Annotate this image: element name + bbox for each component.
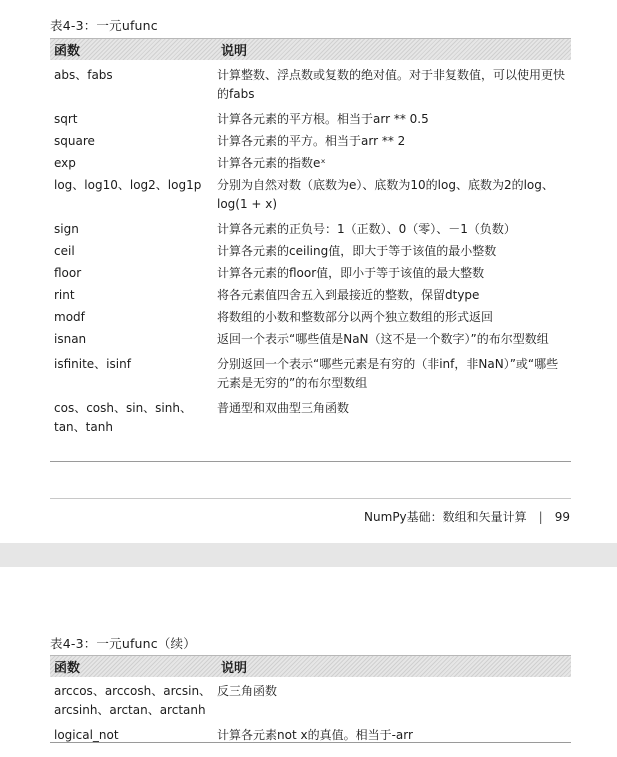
- function-description: 计算整数、浮点数或复数的绝对值。对于非复数值，可以使用更快的fabs: [217, 68, 566, 101]
- function-name: modf: [54, 310, 85, 324]
- ufunc-table: [50, 38, 571, 440]
- table-row: [50, 330, 571, 349]
- page-footer: [364, 508, 570, 525]
- footer-chapter-title: NumPy基础：数组和矢量计算: [364, 510, 527, 524]
- page-gap: [0, 543, 617, 567]
- header-description: 说明: [221, 661, 248, 676]
- function-name: floor: [54, 266, 82, 280]
- function-description: 计算各元素的平方。相当于arr ** 2: [217, 134, 406, 148]
- function-name: logical_not: [54, 728, 119, 742]
- table-row: [50, 264, 571, 283]
- table-row: [50, 154, 571, 173]
- function-description: 普通型和双曲型三角函数: [217, 401, 350, 415]
- function-name: log、log10、log2、log1p: [54, 178, 202, 192]
- table-row: [50, 242, 571, 261]
- function-description: 分别为自然对数（底数为e）、底数为10的log、底数为2的log、log(1 + x): [217, 178, 554, 211]
- table-row: [50, 682, 571, 720]
- function-description: 将数组的小数和整数部分以两个独立数组的形式返回: [217, 310, 494, 324]
- table-row: [50, 308, 571, 327]
- function-name: abs、fabs: [54, 68, 113, 82]
- function-description: 计算各元素的正负号：1（正数）、0（零）、－1（负数）: [217, 222, 516, 236]
- function-description: 计算各元素的平方根。相当于arr ** 0.5: [217, 112, 429, 126]
- function-name: arccos、arccosh、arcsin、arcsinh、arctan、arctanh: [54, 684, 212, 717]
- function-name: cos、cosh、sin、sinh、tan、tanh: [54, 401, 192, 434]
- function-name: rint: [54, 288, 75, 302]
- function-description: 计算各元素的ceiling值，即大于等于该值的最小整数: [217, 244, 497, 258]
- header-function: 函数: [54, 44, 81, 59]
- table-row: [50, 66, 571, 104]
- function-name: sign: [54, 222, 79, 236]
- table-row: [50, 176, 571, 214]
- function-description: 返回一个表示“哪些值是NaN（这不是一个数字）”的布尔型数组: [217, 332, 549, 346]
- function-description: 计算各元素not x的真值。相当于-arr: [217, 728, 413, 742]
- table-row: [50, 132, 571, 151]
- header-description: 说明: [221, 44, 248, 59]
- table-bottom-rule: [50, 461, 571, 462]
- footer-rule: [50, 498, 571, 499]
- footer-separator: |: [538, 509, 543, 524]
- function-name: exp: [54, 156, 76, 170]
- function-name: isnan: [54, 332, 87, 346]
- function-name: isfinite、isinf: [54, 357, 131, 371]
- page-number: 99: [554, 509, 570, 524]
- function-name: square: [54, 134, 95, 148]
- function-description: 计算各元素的指数eˣ: [217, 156, 326, 170]
- table-bottom-rule: [50, 742, 571, 743]
- table-row: [50, 286, 571, 305]
- table-row: [50, 110, 571, 129]
- table-row: [50, 220, 571, 239]
- function-name: sqrt: [54, 112, 78, 126]
- function-description: 计算各元素的floor值，即小于等于该值的最大整数: [217, 266, 485, 280]
- table-caption-continued: 表4-3：一元ufunc（续）: [50, 636, 196, 651]
- table-row: [50, 399, 571, 437]
- function-description: 反三角函数: [217, 684, 278, 698]
- table-header: [50, 38, 571, 60]
- ufunc-table-continued: [50, 655, 571, 748]
- function-description: 将各元素值四舍五入到最接近的整数，保留dtype: [217, 288, 480, 302]
- table-caption: 表4-3：一元ufunc: [50, 18, 158, 33]
- table-row: [50, 355, 571, 393]
- function-name: ceil: [54, 244, 75, 258]
- function-description: 分别返回一个表示“哪些元素是有穷的（非inf，非NaN）”或“哪些元素是无穷的”的布尔型数组: [217, 357, 559, 390]
- table-header: [50, 655, 571, 677]
- header-function: 函数: [54, 661, 81, 676]
- book-page-100: [0, 567, 617, 757]
